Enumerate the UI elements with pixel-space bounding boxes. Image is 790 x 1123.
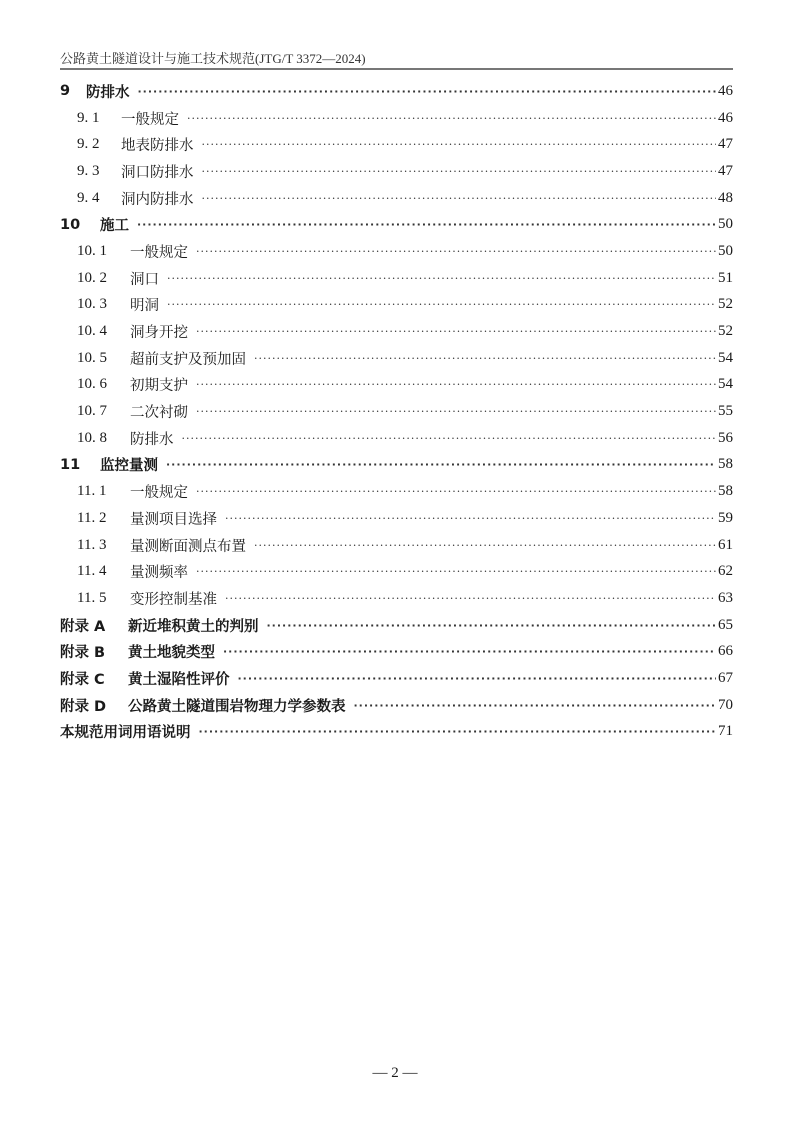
toc-entry[interactable] [60,78,733,105]
toc-entry-page: 56 [718,429,733,446]
running-header: 公路黄土隧道设计与施工技术规范(JTG/T 3372—2024) [60,51,366,66]
toc-entry-page: 50 [718,216,733,233]
toc-entry-title: 变形控制基准 [130,591,217,608]
dot-leader [225,512,716,525]
toc-entry-number: 11. 5 [77,589,107,606]
toc-entry[interactable] [60,265,733,292]
toc-entry-title: 洞口防排水 [121,164,194,181]
toc-entry-title: 黄土地貌类型 [128,645,215,662]
dot-leader [267,619,717,632]
dot-leader [238,672,717,685]
toc-entry-number: 附录 B [60,645,106,662]
toc-entry-page: 58 [718,456,733,473]
toc-entry-number: 10. 5 [77,349,107,366]
toc-entry-title: 公路黄土隧道围岩物理力学参数表 [128,698,346,715]
toc-entry-number: 附录 A [60,618,106,635]
toc-entry-title: 防排水 [130,431,174,448]
toc-entry[interactable] [60,638,733,665]
toc-entry-page: 62 [718,563,733,580]
toc-entry[interactable] [60,238,733,265]
toc-entry-number: 11. 4 [77,563,107,580]
dot-leader [196,325,716,338]
toc-entry[interactable] [60,158,733,185]
toc-entry[interactable] [60,452,733,479]
toc-entry[interactable] [60,345,733,372]
toc-entry-page: 46 [718,109,733,126]
toc-entry-title: 一般规定 [130,244,188,261]
toc-entry-page: 65 [718,616,733,633]
toc-entry-title: 施工 [100,218,129,235]
dot-leader [196,565,716,578]
dot-leader [196,405,716,418]
toc-entry-number: 附录 D [60,698,107,715]
toc-entry[interactable] [60,532,733,559]
toc-entry-number: 10. 7 [77,403,107,420]
toc-entry-page: 54 [718,376,733,393]
toc-entry[interactable] [60,211,733,238]
toc-entry-number: 10 [60,216,81,233]
toc-entry[interactable] [60,292,733,319]
dot-leader [187,112,716,125]
toc-entry-title: 洞口 [130,271,159,288]
toc-entry-number: 9. 2 [77,136,100,153]
dot-leader [182,432,717,445]
toc-entry-title: 一般规定 [121,111,179,128]
toc-entry[interactable] [60,558,733,585]
toc-entry-page: 70 [718,696,733,713]
toc-entry-page: 67 [718,669,733,686]
toc-entry-number: 9 [60,83,71,100]
dot-leader [137,218,716,231]
toc-entry-title: 量测频率 [130,565,188,582]
table-of-contents [60,78,733,745]
dot-leader [223,645,716,658]
toc-entry-title: 黄土湿陷性评价 [128,671,230,688]
header-rule [60,68,733,70]
toc-entry-title: 初期支护 [130,378,188,395]
toc-entry-number: 11 [60,456,81,473]
dot-leader [167,298,716,311]
toc-entry-page: 52 [718,296,733,313]
toc-entry-page: 63 [718,589,733,606]
toc-entry-title: 新近堆积黄土的判别 [128,618,259,635]
toc-entry-number: 10. 2 [77,269,107,286]
dot-leader [354,699,717,712]
toc-entry-page: 46 [718,82,733,99]
toc-entry[interactable] [60,719,733,746]
toc-entry-number: 11. 2 [77,509,107,526]
dot-leader [196,245,716,258]
toc-entry-page: 52 [718,323,733,340]
toc-entry[interactable] [60,692,733,719]
toc-entry-page: 71 [718,723,733,740]
toc-entry-title: 一般规定 [130,485,188,502]
toc-entry[interactable] [60,612,733,639]
dot-leader [138,85,717,98]
toc-entry-title: 洞身开挖 [130,325,188,342]
toc-entry-number: 10. 6 [77,376,107,393]
toc-entry-page: 47 [718,162,733,179]
toc-entry-title: 防排水 [86,84,130,101]
dot-leader [254,352,716,365]
toc-entry-page: 47 [718,136,733,153]
dot-leader [225,592,716,605]
dot-leader [202,192,717,205]
toc-entry[interactable] [60,398,733,425]
toc-entry-number: 10. 8 [77,429,107,446]
toc-entry-title: 量测项目选择 [130,511,217,528]
toc-entry-number: 9. 4 [77,189,100,206]
toc-entry-title: 本规范用词用语说明 [60,725,191,742]
toc-entry-title: 二次衬砌 [130,405,188,422]
toc-entry-number: 11. 3 [77,536,107,553]
toc-entry-number: 10. 4 [77,323,107,340]
toc-entry[interactable] [60,185,733,212]
toc-entry-title: 量测断面测点布置 [130,538,246,555]
toc-entry-page: 59 [718,509,733,526]
toc-entry-title: 地表防排水 [121,138,194,155]
toc-entry[interactable] [60,585,733,612]
toc-entry-number: 9. 3 [77,162,100,179]
toc-entry[interactable] [60,131,733,158]
toc-entry-page: 54 [718,349,733,366]
toc-entry[interactable] [60,105,733,132]
toc-entry[interactable] [60,425,733,452]
toc-entry[interactable] [60,318,733,345]
dot-leader [167,272,716,285]
toc-entry-page: 48 [718,189,733,206]
toc-entry-number: 10. 3 [77,296,107,313]
toc-entry-page: 50 [718,242,733,259]
page-number: — 2 — [372,1065,418,1081]
dot-leader [202,165,717,178]
toc-entry-number: 附录 C [60,671,105,688]
toc-entry[interactable] [60,478,733,505]
toc-entry[interactable] [60,372,733,399]
toc-entry-title: 明洞 [130,298,159,315]
toc-entry-title: 洞内防排水 [121,191,194,208]
dot-leader [199,725,717,738]
dot-leader [254,539,716,552]
toc-entry-number: 9. 1 [77,109,100,126]
toc-entry-title: 监控量测 [100,458,158,475]
dot-leader [196,378,716,391]
toc-entry-page: 58 [718,483,733,500]
toc-entry-page: 55 [718,403,733,420]
toc-entry-page: 66 [718,643,733,660]
dot-leader [196,485,716,498]
dot-leader [202,138,717,151]
toc-entry[interactable] [60,665,733,692]
toc-entry-title: 超前支护及预加固 [130,351,246,368]
toc-entry-number: 11. 1 [77,483,107,500]
toc-entry-page: 61 [718,536,733,553]
toc-entry-page: 51 [718,269,733,286]
toc-entry[interactable] [60,505,733,532]
dot-leader [166,458,716,471]
toc-entry-number: 10. 1 [77,242,107,259]
